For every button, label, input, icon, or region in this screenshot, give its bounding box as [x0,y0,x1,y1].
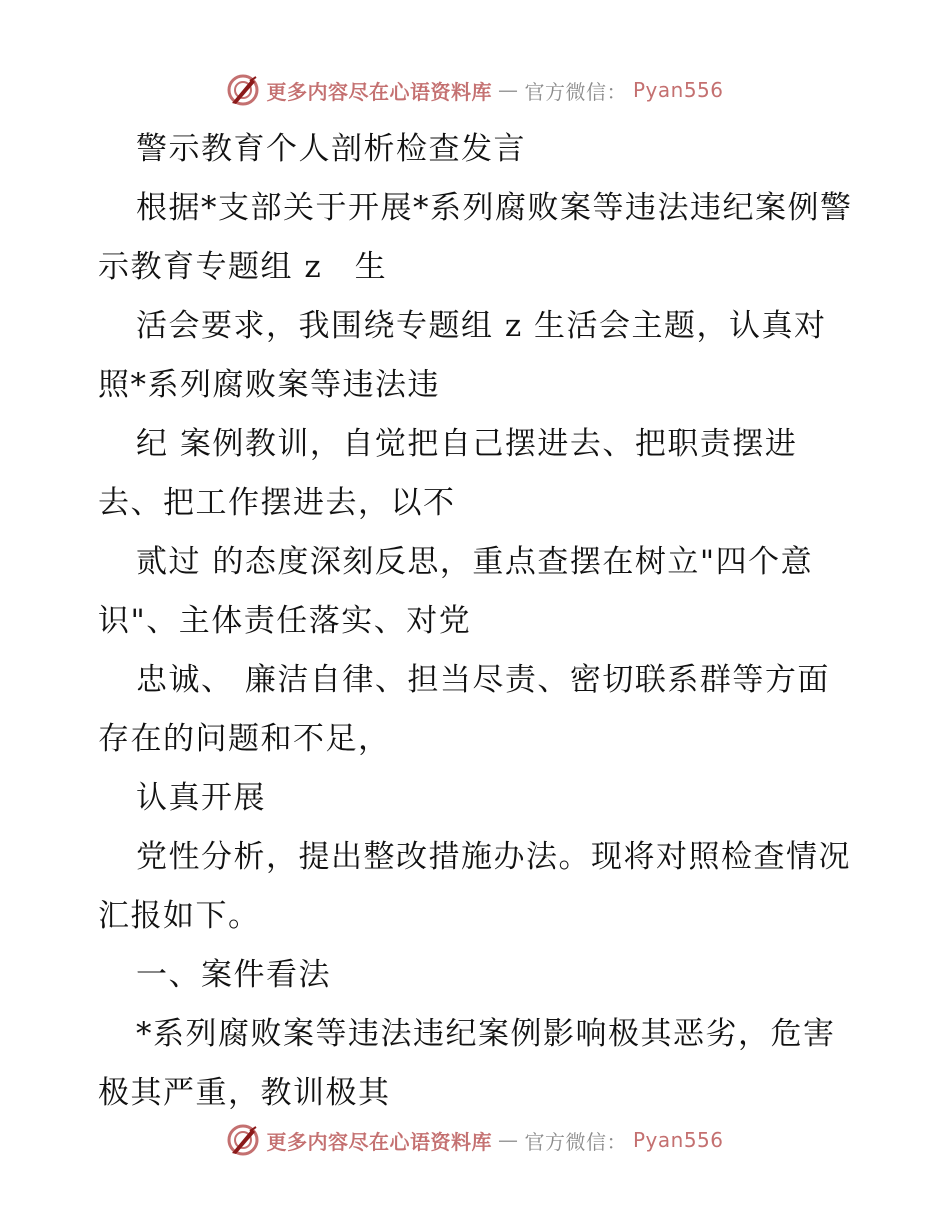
document-title: 警示教育个人剖析检查发言 [136,131,526,167]
paragraph: 贰过 的态度深刻反思，重点查摆在树立"四个意识"、主体责任落实、对党 [98,544,814,639]
section-heading: 一、案件看法 [136,957,331,993]
quill-logo-icon [226,1123,260,1157]
quill-logo-icon [226,73,260,107]
paragraph: 活会要求，我围绕专题组 z 生活会主题，认真对照*系列腐败案等违法违 [98,308,827,403]
watermark-brand [226,73,723,107]
watermark-wechat-id: Pyan556 [632,1128,724,1152]
document-body [98,120,858,1123]
watermark-brand [226,1123,723,1157]
watermark-wechat-id: Pyan556 [632,78,724,102]
paragraph: 党性分析，提出整改措施办法。现将对照检查情况汇报如下。 [98,839,851,934]
paragraph: 忠诚、 廉洁自律、担当尽责、密切联系群等方面存在的问题和不足， [98,662,830,757]
paragraph: 根据*支部关于开展*系列腐败案等违法违纪案例警示教育专题组 z 生 [98,190,853,285]
page-header-watermark [0,68,950,112]
page-footer-watermark [0,1118,950,1162]
watermark-main-text: 更多内容尽在心语资料库 [266,1129,492,1154]
watermark-sub-text: 官方微信： [524,1129,627,1154]
watermark-main-text: 更多内容尽在心语资料库 [266,79,492,104]
paragraph: *系列腐败案等违法违纪案例影响极其恶劣，危害极其严重，教训极其 [98,1016,836,1111]
paragraph: 纪 案例教训，自觉把自己摆进去、把职责摆进去、把工作摆进去，以不 [98,426,798,521]
watermark-separator: — [497,1128,519,1152]
paragraph: 认真开展 [136,780,266,816]
watermark-sub-text: 官方微信： [524,79,627,104]
watermark-separator: — [497,78,519,102]
